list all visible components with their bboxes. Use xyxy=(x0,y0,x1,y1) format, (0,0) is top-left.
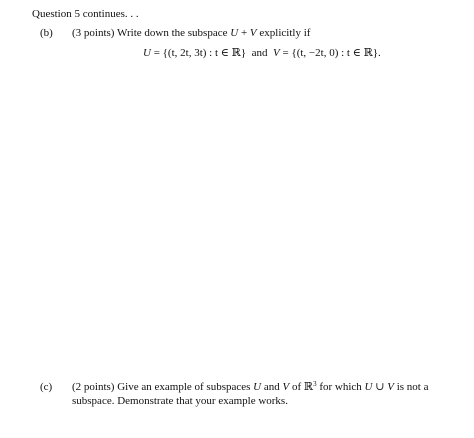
part-c-not-sub: is not a xyxy=(396,381,429,393)
question-heading xyxy=(32,8,139,21)
part-c-union: U ∪ V xyxy=(364,381,394,393)
part-c-line2: subspace. Demonstrate that your example works. xyxy=(72,395,288,407)
part-c-of: of xyxy=(292,381,302,393)
eq-connector: and xyxy=(251,47,268,59)
part-c-prompt-line2 xyxy=(72,395,288,408)
part-b-label: (b) xyxy=(40,27,53,39)
eq-U-name: U xyxy=(143,47,151,59)
part-b-V: V xyxy=(249,27,257,39)
eq-end: . xyxy=(378,47,381,59)
part-c-U: U xyxy=(253,381,262,393)
part-c-and: and xyxy=(263,381,280,393)
part-c-text1: Give an example of subspaces xyxy=(117,381,251,393)
part-c-prompt-line1 xyxy=(40,381,428,394)
eq-V-def: = {(t, −2t, 0) : t ∈ ℝ} xyxy=(279,47,379,59)
part-b-equation xyxy=(143,47,381,60)
heading-text: Question 5 continues. . . xyxy=(32,8,139,20)
part-c-points: (2 points) xyxy=(72,381,115,393)
part-c-label: (c) xyxy=(40,381,53,393)
part-b-text-after: explicitly if xyxy=(259,27,311,39)
part-b-plus: + xyxy=(238,27,250,39)
eq-V-name: V xyxy=(273,47,280,59)
part-b-text-before: Write down the subspace xyxy=(117,27,228,39)
part-c-exp: 3 xyxy=(313,380,317,388)
part-b-U: U xyxy=(230,27,239,39)
part-c-for-which: for which xyxy=(319,381,362,393)
part-c-V: V xyxy=(282,381,290,393)
eq-U-def: = {(t, 2t, 3t) : t ∈ ℝ} xyxy=(150,47,247,59)
part-c-R: ℝ xyxy=(303,381,314,393)
part-b-points: (3 points) xyxy=(72,27,115,39)
part-b-prompt xyxy=(40,27,310,40)
